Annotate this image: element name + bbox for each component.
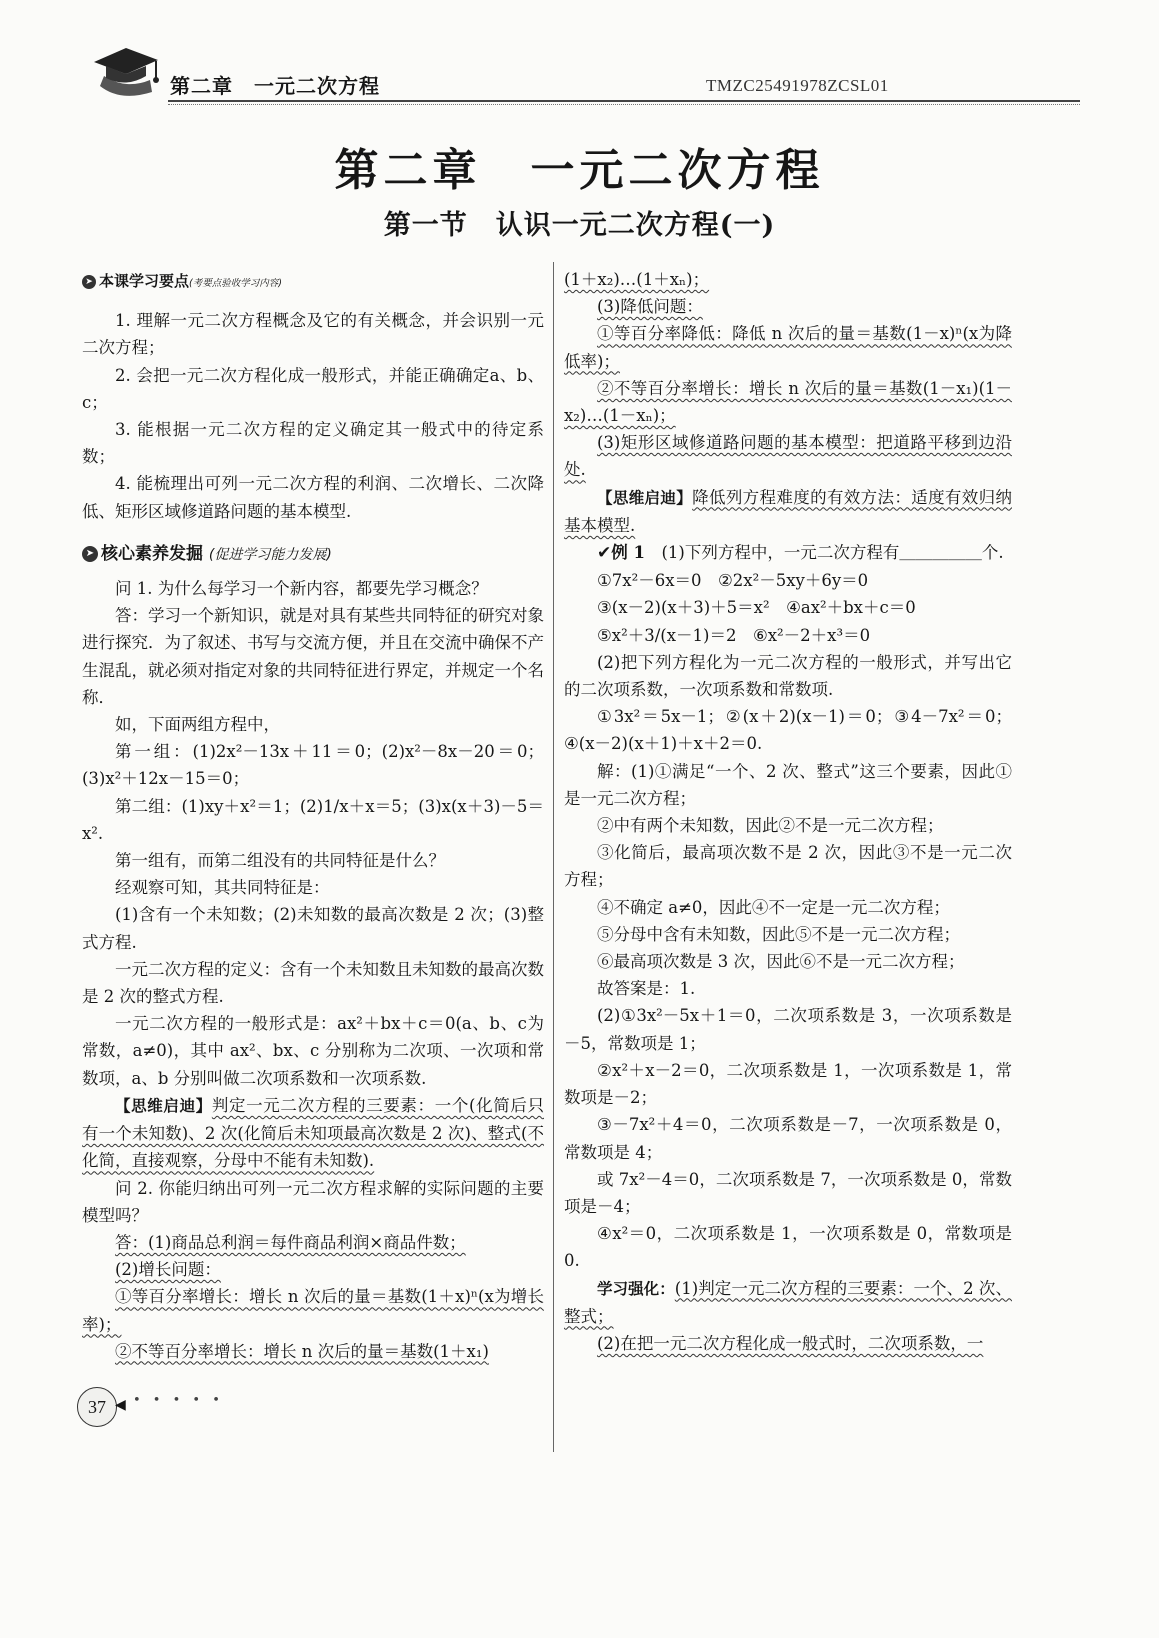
key-point: 4. 能梳理出可列一元二次方程的利润、二次增长、二次降低、矩形区域修道路问题的基本模型. [82,474,544,521]
definition-text: 一元二次方程的定义：含有一个未知数且未知数的最高次数是 2 次的整式方程. [82,959,544,1007]
equation-list: ⑤x²＋3/(x－1)＝2 ⑥x²－2＋x³＝0 [597,625,871,645]
answer-2-line: 答：(1)商品总利润＝每件商品利润×商品件数； [115,1232,466,1252]
key-point: 2. 会把一元二次方程化成一般形式，并能正确确定a、b、c； [82,365,544,412]
solution-line: 解：(1)①满足“一个、2 次、整式”这三个要素，因此①是一元二次方程； [564,761,1012,808]
answer-2-line: (2)增长问题： [115,1260,221,1280]
solution-line: (2)①3x²－5x＋1＝0，二次项系数是 3，一次项系数是－5，常数项是 1； [564,1006,1012,1053]
solution-line: ③－7x²＋4＝0，二次项系数是－7，一次项系数是 0，常数项是 4； [564,1115,1012,1162]
learning-reinforcement: (2)在把一元二次方程化成一般式时，二次项系数，一 [597,1333,984,1353]
model-line: ①等百分率降低：降低 n 次后的量＝基数(1－x)ⁿ(x为降低率)； [564,324,1012,371]
solution-line: ⑤分母中含有未知数，因此⑤不是一元二次方程； [597,924,960,944]
equation-list: ①7x²－6x＝0 ②2x²－5xy＋6y＝0 [597,571,869,591]
header-chapter: 第二章 一元二次方程 [170,74,380,98]
triangle-left-icon: ◀ [115,1397,126,1413]
example-intro: 如，下面两组方程中， [115,715,280,735]
key-point: 1. 理解一元二次方程概念及它的有关概念，并会识别一元二次方程； [82,311,544,358]
solution-line: 或 7x²－4＝0，二次项系数是 7，一次项系数是 0，常数项是－4； [564,1169,1012,1216]
general-form-text: 一元二次方程的一般形式是：ax²＋bx＋c＝0(a、b、c为常数，a≠0)，其中 ax²、bx、c 分别称为二次项、一次项和常数项，a、b 分别叫做二次项系数和一次项系数. [82,1014,544,1088]
right-column [564,266,1012,1357]
arrow-icon: ➤ [82,275,96,289]
header-code: TMZC25491978ZCSL01 [706,76,889,95]
key-point: 3. 能根据一元二次方程的定义确定其一般式中的待定系数； [82,420,544,467]
left-column [82,266,544,1365]
model-line: ②不等百分率增长：增长 n 次后的量＝基数(1－x₁)(1－x₂)…(1－xₙ)； [564,378,1012,426]
equation-list: ③(x－2)(x＋3)＋5＝x² ④ax²＋bx＋c＝0 [597,598,916,618]
solution-line: ③化简后，最高项次数不是 2 次，因此③不是一元二次方程； [564,843,1012,890]
answer-2-line: ①等百分率增长：增长 n 次后的量＝基数(1＋x)ⁿ(x为增长率)； [82,1287,544,1334]
features-text: (1)含有一个未知数；(2)未知数的最高次数是 2 次；(3)整式方程. [82,905,544,952]
model-line: (3)矩形区域修道路问题的基本模型：把道路平移到边沿处. [564,433,1012,480]
solution-line: ②x²＋x－2＝0，二次项系数是 1，一次项系数是 1，常数项是－2； [564,1060,1012,1108]
graduation-cap-icon [86,42,160,102]
page-header [78,40,1083,106]
header-dotted-rule [168,104,1080,105]
section-title: 第一节 认识一元二次方程(一) [383,210,776,241]
thinking-tip [82,1092,544,1175]
model-line: (3)降低问题： [597,297,703,317]
example-1-question-1: ✔例 1 (1)下列方程中，一元二次方程有＿＿＿＿＿个. [597,543,1004,564]
page-number-badge [77,1387,237,1427]
chapter-title: 第二章 一元二次方程 [334,145,825,196]
answer-1: 答：学习一个新知识，就是对具有某些共同特征的研究对象进行探究．为了叙述、书写与交流方便，并且在交流中确保不产生混乱，就必须对指定对象的共同特征进行界定，并规定一个名称． [82,606,544,707]
thinking-tip [564,484,1012,539]
model-line: (1＋x₂)…(1＋xₙ)； [564,270,710,289]
solution-line: ④不确定 a≠0，因此④不一定是一元二次方程； [597,897,950,917]
header-rule [168,100,1080,102]
example-label: 例 1 [611,543,645,563]
example-1-question-2: (2)把下列方程化为一元二次方程的一般形式，并写出它的二次项系数，一次项系数和常数项. [564,652,1012,700]
question-1: 问 1. 为什么每学习一个新内容，都要先学习概念？ [115,579,488,599]
reinforcement-label: 学习强化： [597,1279,675,1298]
tip-text: 降低列方程难度的有效方法：适度有效归纳基本模型. [564,487,1012,535]
decorative-dots: • • • • • [133,1393,224,1408]
core-literacy-heading: ➤ 核心素养发掘 (促进学习能力发展) [82,541,544,569]
key-points-heading: ➤ 本课学习要点(考要点验收学习内容) [82,268,544,297]
solution-line: ④x²＝0，二次项系数是 1，一次项系数是 0，常数项是 0. [564,1224,1012,1271]
question-2: 问 2. 你能归纳出可列一元二次方程求解的实际问题的主要模型吗？ [82,1178,544,1225]
solution-line: ⑥最高项次数是 3 次，因此⑥不是一元二次方程； [597,952,965,972]
equation-group-1: 第一组：(1)2x²－13x＋11＝0；(2)x²－8x－20＝0；(3)x²＋12x－15＝0； [82,742,544,789]
tip-text: 判定一元二次方程的三要素：一个(化简后只有一个未知数)、2 次(化简后未知项最高次数是 2 次)、整式(不化简，直接观察，分母中不能有未知数). [82,1095,544,1171]
arrow-icon: ➤ [82,546,98,562]
learning-reinforcement: 学习强化：(1)判定一元二次方程的三要素：一个、2 次、整式； [564,1278,1012,1326]
tip-label: 【思维启迪】 [115,1096,212,1115]
page-number: 37 [77,1387,117,1427]
tip-label: 【思维启迪】 [597,488,693,507]
solution-line: ②中有两个未知数，因此②不是一元二次方程； [597,816,944,836]
observe-text: 经观察可知，其共同特征是： [115,878,330,898]
equation-list: ①3x²＝5x－1；②(x＋2)(x－1)＝0；③4－7x²＝0；④(x－2)(x＋1)＋x＋2＝0. [564,707,1012,754]
solution-line: 故答案是：1. [597,979,696,999]
answer-2-line: ②不等百分率增长：增长 n 次后的量＝基数(1＋x₁) [115,1341,489,1361]
common-feature-question: 第一组有，而第二组没有的共同特征是什么？ [115,851,445,871]
check-icon: ✔ [597,543,612,564]
column-divider [553,262,554,1452]
equation-group-2: 第二组：(1)xy＋x²＝1；(2)1/x＋x＝5；(3)x(x＋3)－5＝x². [82,796,544,843]
